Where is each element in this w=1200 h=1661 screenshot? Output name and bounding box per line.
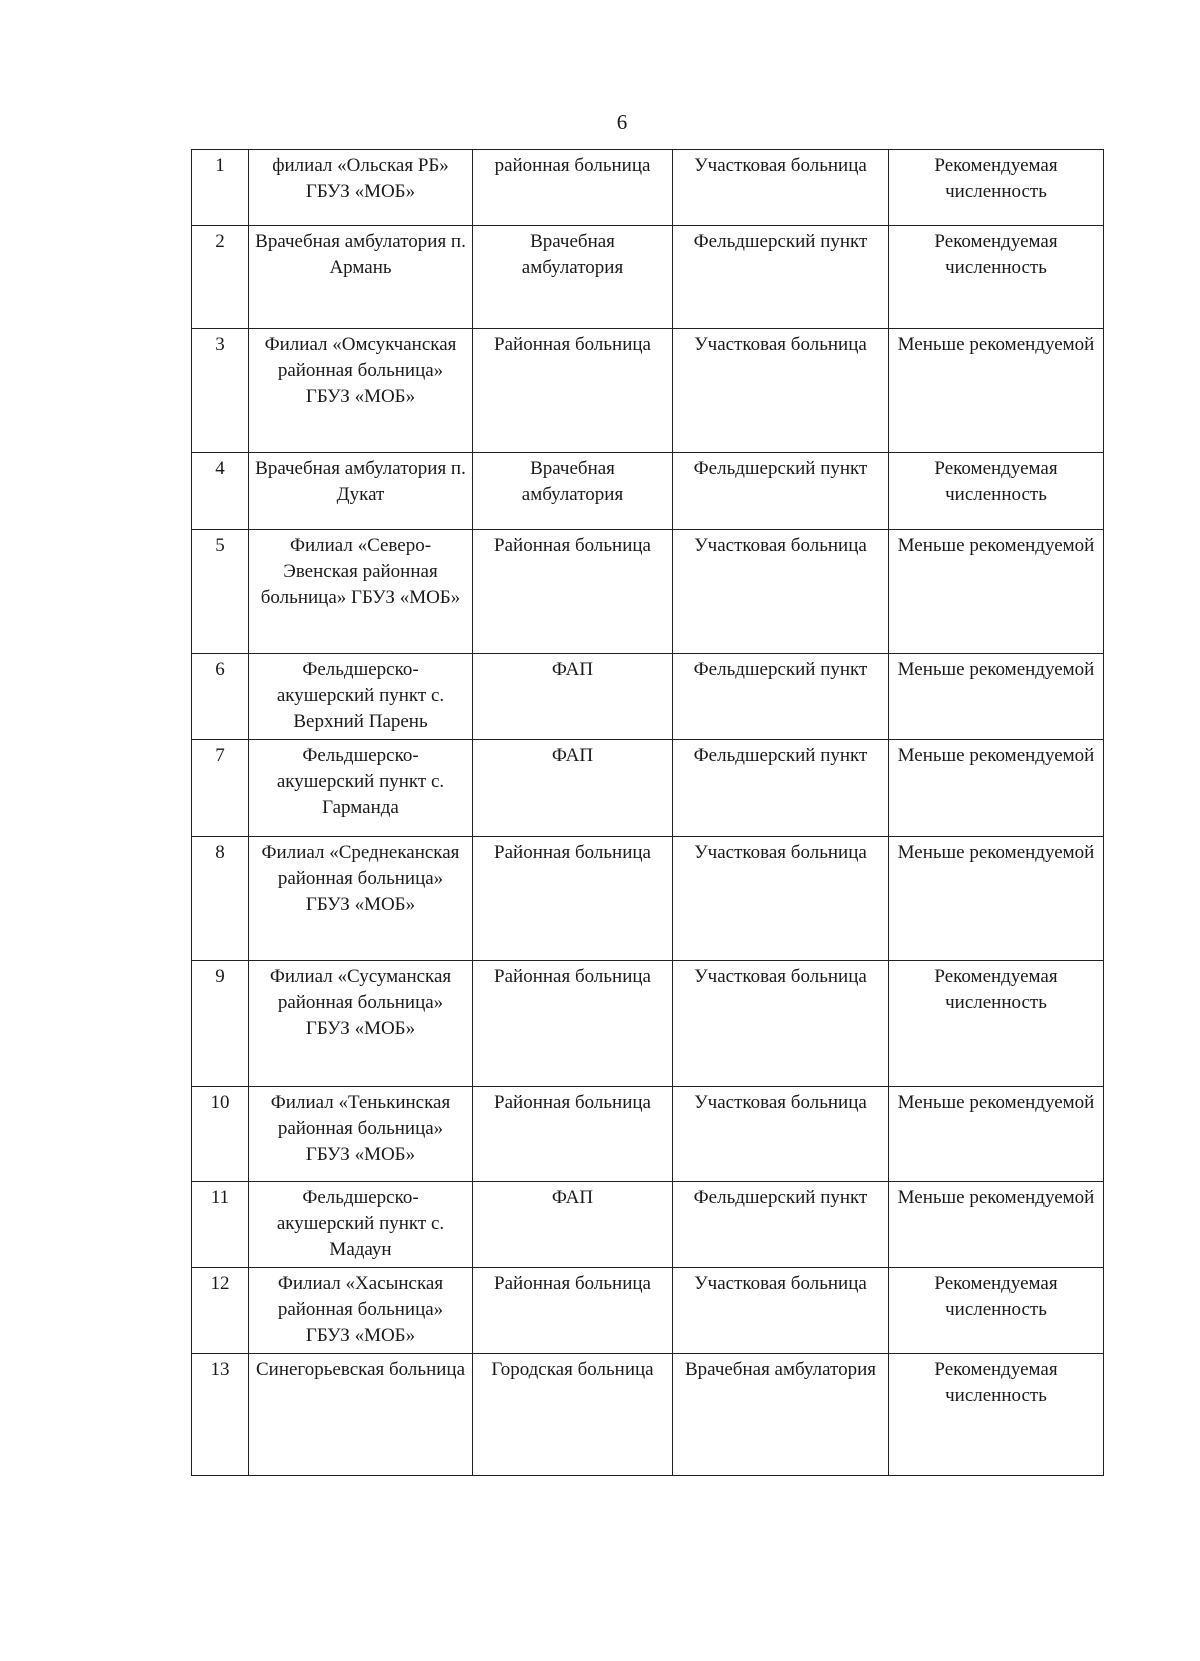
facility-type-cell: Районная больница — [473, 961, 673, 1087]
facility-type-cell: Районная больница — [473, 329, 673, 453]
facility-name-cell: Филиал «Сусуманская районная больница» ГБУЗ «МОБ» — [249, 961, 473, 1087]
staffing-assessment-cell: Рекомендуемая численность — [889, 150, 1104, 226]
facility-category-cell: Участковая больница — [673, 961, 889, 1087]
facilities-table — [191, 149, 1104, 1476]
table-row — [192, 837, 1104, 961]
facility-category-cell: Участковая больница — [673, 150, 889, 226]
facility-name-cell: Филиал «Среднеканская районная больница» ГБУЗ «МОБ» — [249, 837, 473, 961]
table-row — [192, 654, 1104, 740]
row-number-cell: 3 — [192, 329, 249, 453]
staffing-assessment-cell: Меньше рекомендуемой — [889, 837, 1104, 961]
staffing-assessment-cell: Рекомендуемая численность — [889, 453, 1104, 530]
facility-category-cell: Участковая больница — [673, 530, 889, 654]
facility-type-cell: Районная больница — [473, 837, 673, 961]
facility-type-cell: ФАП — [473, 1182, 673, 1268]
facility-name-cell: Фельдшерско-акушерский пункт с. Мадаун — [249, 1182, 473, 1268]
row-number-cell: 7 — [192, 740, 249, 837]
row-number-cell: 8 — [192, 837, 249, 961]
staffing-assessment-cell: Рекомендуемая численность — [889, 226, 1104, 329]
table-row — [192, 961, 1104, 1087]
facility-name-cell: Врачебная амбулатория п. Дукат — [249, 453, 473, 530]
row-number-cell: 13 — [192, 1354, 249, 1476]
row-number-cell: 5 — [192, 530, 249, 654]
table-row — [192, 226, 1104, 329]
facility-category-cell: Врачебная амбулатория — [673, 1354, 889, 1476]
row-number-cell: 6 — [192, 654, 249, 740]
table-row — [192, 740, 1104, 837]
facility-name-cell: филиал «Ольская РБ» ГБУЗ «МОБ» — [249, 150, 473, 226]
facility-type-cell: ФАП — [473, 740, 673, 837]
facility-category-cell: Участковая больница — [673, 1268, 889, 1354]
staffing-assessment-cell: Меньше рекомендуемой — [889, 740, 1104, 837]
facility-name-cell: Филиал «Северо-Эвенская районная больница» ГБУЗ «МОБ» — [249, 530, 473, 654]
facility-type-cell: районная больница — [473, 150, 673, 226]
row-number-cell: 4 — [192, 453, 249, 530]
staffing-assessment-cell: Рекомендуемая численность — [889, 1268, 1104, 1354]
staffing-assessment-cell: Меньше рекомендуемой — [889, 1087, 1104, 1182]
table-row — [192, 329, 1104, 453]
row-number-cell: 1 — [192, 150, 249, 226]
facility-category-cell: Фельдшерский пункт — [673, 654, 889, 740]
row-number-cell: 9 — [192, 961, 249, 1087]
facility-category-cell: Фельдшерский пункт — [673, 1182, 889, 1268]
facility-category-cell: Фельдшерский пункт — [673, 740, 889, 837]
staffing-assessment-cell: Рекомендуемая численность — [889, 1354, 1104, 1476]
page-number: 6 — [616, 110, 628, 134]
row-number-cell: 10 — [192, 1087, 249, 1182]
table-row — [192, 1354, 1104, 1476]
table-row — [192, 150, 1104, 226]
facility-category-cell: Фельдшерский пункт — [673, 226, 889, 329]
table-row — [192, 1182, 1104, 1268]
facility-category-cell: Участковая больница — [673, 1087, 889, 1182]
facility-type-cell: Районная больница — [473, 1087, 673, 1182]
facility-type-cell: Городская больница — [473, 1354, 673, 1476]
staffing-assessment-cell: Рекомендуемая численность — [889, 961, 1104, 1087]
staffing-assessment-cell: Меньше рекомендуемой — [889, 654, 1104, 740]
table-row — [192, 453, 1104, 530]
row-number-cell: 11 — [192, 1182, 249, 1268]
table-row — [192, 1268, 1104, 1354]
facility-name-cell: Фельдшерско-акушерский пункт с. Гарманда — [249, 740, 473, 837]
facility-name-cell: Филиал «Тенькинская районная больница» ГБУЗ «МОБ» — [249, 1087, 473, 1182]
facility-type-cell: Врачебная амбулатория — [473, 453, 673, 530]
facility-category-cell: Участковая больница — [673, 837, 889, 961]
facility-type-cell: Районная больница — [473, 1268, 673, 1354]
staffing-assessment-cell: Меньше рекомендуемой — [889, 530, 1104, 654]
facility-name-cell: Фельдшерско-акушерский пункт с. Верхний Парень — [249, 654, 473, 740]
facility-category-cell: Участковая больница — [673, 329, 889, 453]
facility-type-cell: Районная больница — [473, 530, 673, 654]
facility-name-cell: Синегорьевская больница — [249, 1354, 473, 1476]
facility-name-cell: Филиал «Омсукчанская районная больница» ГБУЗ «МОБ» — [249, 329, 473, 453]
staffing-assessment-cell: Меньше рекомендуемой — [889, 1182, 1104, 1268]
table-row — [192, 1087, 1104, 1182]
facility-name-cell: Филиал «Хасынская районная больница» ГБУЗ «МОБ» — [249, 1268, 473, 1354]
facility-category-cell: Фельдшерский пункт — [673, 453, 889, 530]
staffing-assessment-cell: Меньше рекомендуемой — [889, 329, 1104, 453]
facility-name-cell: Врачебная амбулатория п. Армань — [249, 226, 473, 329]
facility-type-cell: ФАП — [473, 654, 673, 740]
table-row — [192, 530, 1104, 654]
facility-type-cell: Врачебная амбулатория — [473, 226, 673, 329]
row-number-cell: 12 — [192, 1268, 249, 1354]
row-number-cell: 2 — [192, 226, 249, 329]
